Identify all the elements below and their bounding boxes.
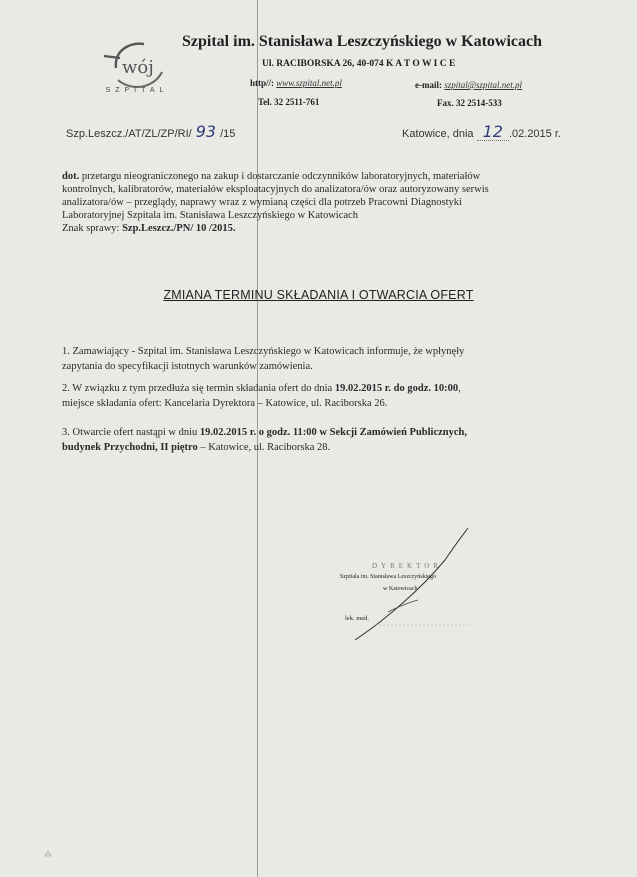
subject-line-3: analizatora/ów – przeglądy, naprawy wraz z wymianą części dla potrzeb Pracowni Diagnostyki — [62, 197, 462, 208]
date-suffix: .02.2015 r. — [508, 128, 561, 140]
hospital-title: Szpital im. Stanisława Leszczyńskiego w Katowicach — [182, 33, 542, 50]
point-2-line-2: miejsce składania ofert: Kancelaria Dyrektora – Katowice, ul. Raciborska 26. — [62, 398, 388, 409]
subject-line-1: przetargu nieograniczonego na zakup i dostarczanie odczynników laboratoryjnych, materiałów — [81, 171, 481, 182]
signature-stamp-line-2: w Katowicach — [383, 586, 418, 592]
reference-prefix: Szp.Leszcz./AT/ZL/ZP/RI/ — [66, 128, 192, 140]
reference-suffix: /15 — [220, 128, 236, 140]
point-2-deadline: 19.02.2015 r. do godz. 10:00 — [334, 383, 459, 394]
signature-stamp-title: DYREKTOR — [372, 562, 442, 570]
point-2-text: 2. W związku z tym przedłuża się termin składania ofert do dnia — [62, 383, 335, 394]
document-heading: ZMIANA TERMINU SKŁADANIA I OTWARCIA OFERT — [163, 288, 474, 302]
hospital-address: Ul. RACIBORSKA 26, 40-074 K A T O W I C E — [262, 59, 456, 69]
website-label: http//: — [250, 78, 275, 88]
signature-stamp-line-1: Szpitala im. Stanisława Leszczyńskiego — [340, 574, 436, 580]
fax-number: Fax. 32 2514-533 — [437, 98, 502, 108]
email-link[interactable]: szpital@szpital.net.pl — [444, 80, 523, 90]
point-1-line-1: 1. Zamawiający - Szpital im. Stanisława Leszczyńskiego w Katowicach informuje, że wpłynęły — [62, 346, 465, 357]
subject-line-2: kontrolnych, kalibratorów, materiałów eksploatacyjnych do analizatora/ów oraz autoryzowany serwis — [62, 184, 489, 195]
date-prefix: Katowice, dnia — [402, 128, 474, 140]
case-label: Znak sprawy: — [62, 223, 120, 234]
date-handwritten-day: 12 — [482, 122, 503, 141]
scan-corner-mark: ⁂ — [44, 850, 52, 859]
point-1-line-2: zapytania do specyfikacji istotnych warunków zamówienia. — [62, 361, 313, 372]
phone-number: Tel. 32 2511-761 — [258, 97, 320, 107]
subject-label: dot. — [62, 171, 80, 182]
case-number: Szp.Leszcz./PN/ 10 /2015. — [122, 223, 236, 234]
point-3-building: budynek Przychodni, II piętro — [62, 442, 198, 453]
point-2-comma: , — [458, 383, 461, 394]
email-label: e-mail: — [415, 80, 442, 90]
logo-subtitle: SZPITAL — [105, 87, 169, 94]
logo-text: wój — [122, 57, 154, 78]
point-3-address: – Katowice, ul. Raciborska 28. — [197, 442, 331, 453]
website-link[interactable]: www.szpital.net.pl — [276, 78, 342, 88]
point-3-text: 3. Otwarcie ofert nastąpi w dniu — [62, 427, 200, 438]
point-3-opening-time: 19.02.2015 r. o godz. 11:00 w Sekcji Zamówień Publicznych, — [199, 427, 467, 438]
subject-line-4: Laboratoryjnej Szpitala im. Stanisława Leszczyńskiego w Katowicach — [62, 210, 358, 221]
signature-stamp-line-3: lek. med. — [345, 615, 370, 622]
reference-handwritten-number: 93 — [195, 122, 217, 141]
